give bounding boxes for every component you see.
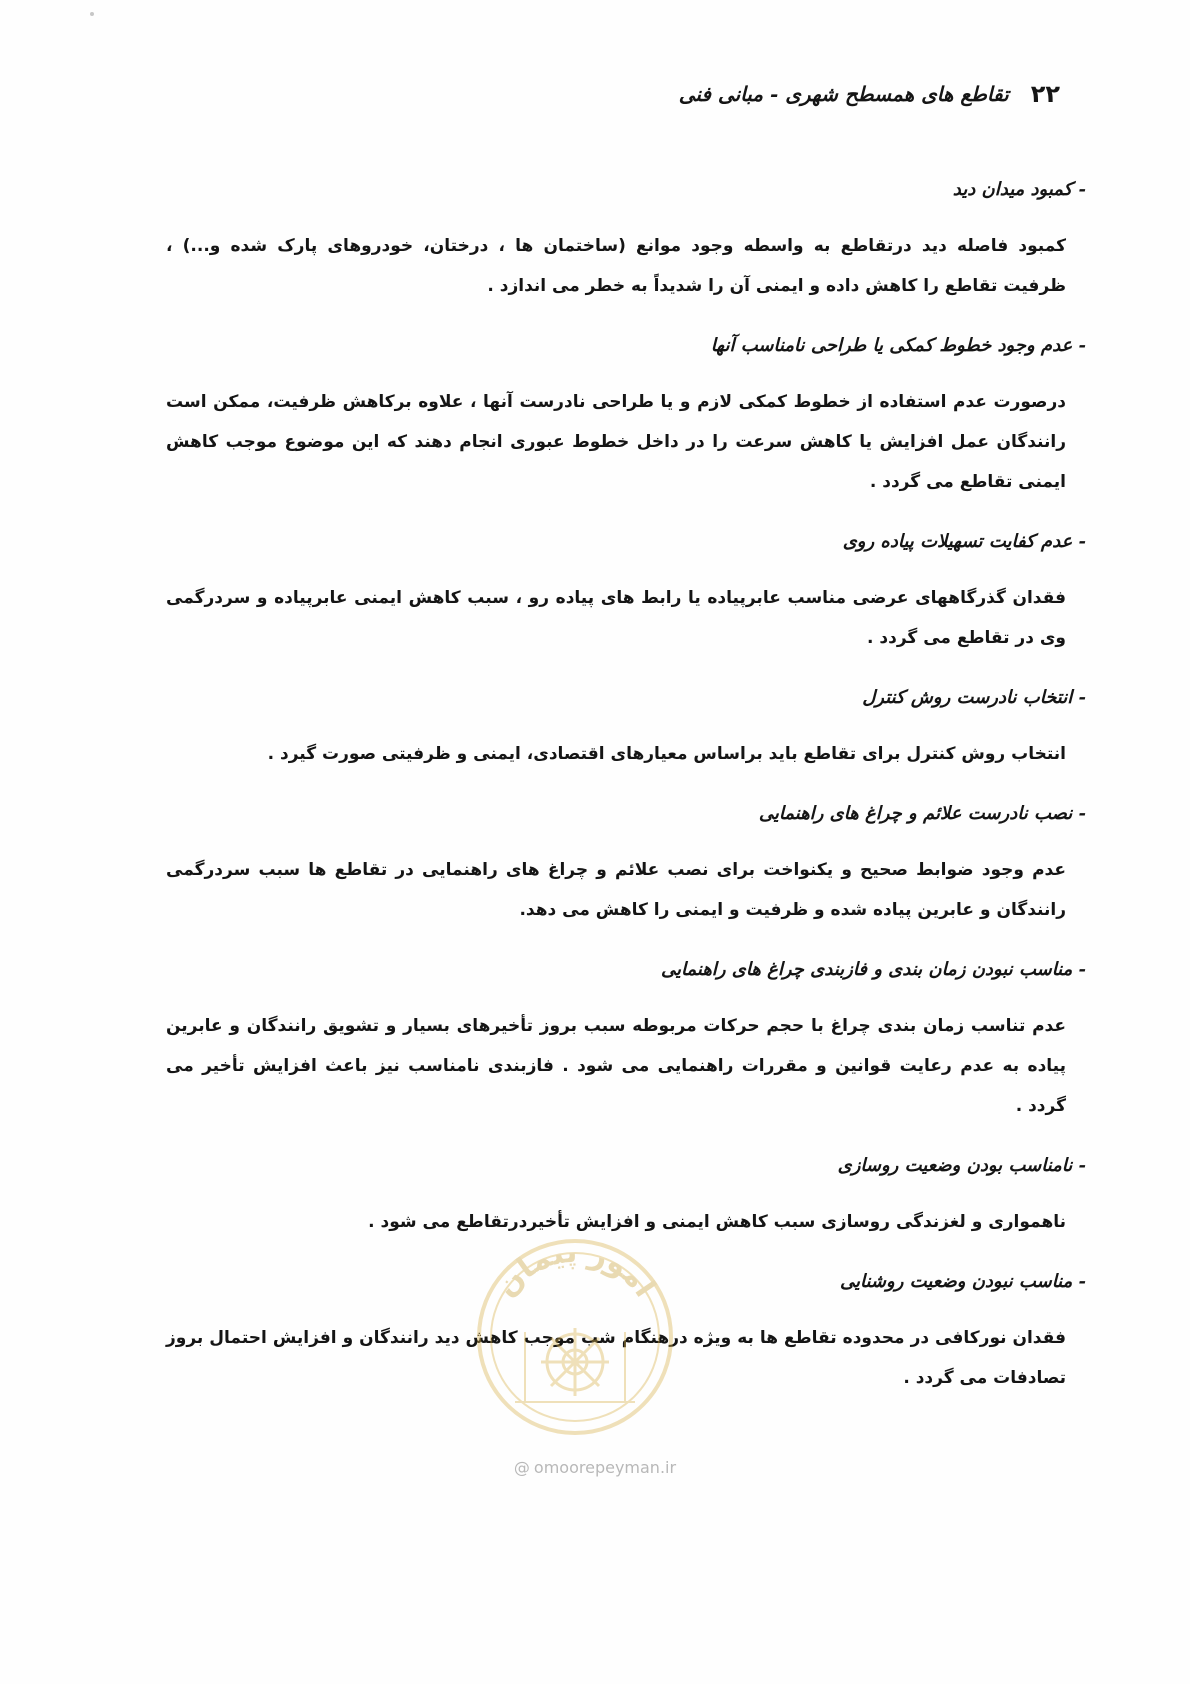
section-signal-timing <box>166 956 1086 1126</box>
section-paragraph: فقدان گذرگاههای عرضی مناسب عابرپیاده یا رابط های پیاده رو ، سبب کاهش ایمنی عابرپیاده و سردرگمی وی در تقاطع می گردد . <box>166 588 1066 648</box>
section-heading: - عدم کفایت تسهیلات پیاده روی <box>842 531 1086 552</box>
section-heading: - انتخاب نادرست روش کنترل <box>862 687 1086 708</box>
section-heading: - مناسب نبودن وضعیت روشنایی <box>840 1271 1086 1292</box>
section-signs-signals <box>166 800 1086 930</box>
section-paragraph: انتخاب روش کنترل برای تقاطع باید براساس معیارهای اقتصادی، ایمنی و ظرفیتی صورت گیرد . <box>267 744 1066 764</box>
section-heading: - نصب نادرست علائم و چراغ های راهنمایی <box>758 803 1086 824</box>
page-content <box>166 176 1086 1424</box>
section-paragraph: درصورت عدم استفاده از خطوط کمکی لازم و یا طراحی نادرست آنها ، علاوه برکاهش ظرفیت، ممکن است رانندگان عمل افزایش یا کاهش سرعت را در داخل خطوط عبوری انجام دهند که این موضوع موجب کاهش ایمنی تقاطع می گردد . <box>166 392 1066 492</box>
at-sign-icon: @ <box>513 1458 530 1477</box>
section-heading: - مناسب نبودن زمان بندی و فازبندی چراغ های راهنمایی <box>660 959 1086 980</box>
section-paragraph: ناهمواری و لغزندگی روسازی سبب کاهش ایمنی و افزایش تأخیردرتقاطع می شود . <box>368 1212 1066 1232</box>
section-heading: - کمبود میدان دید <box>952 179 1086 200</box>
section-heading: - عدم وجود خطوط کمکی یا طراحی نامناسب آنها <box>710 335 1086 356</box>
section-pavement <box>166 1152 1086 1242</box>
running-title: تقاطع های همسطح شهری - مبانی فنی <box>678 82 1009 106</box>
section-pedestrian-facilities <box>166 528 1086 658</box>
section-control-method <box>166 684 1086 774</box>
section-paragraph: کمبود فاصله دید درتقاطع به واسطه وجود موانع (ساختمان ها ، درختان، خودروهای پارک شده و...) ، ظرفیت تقاطع را کاهش داده و ایمنی آن را شدیداً به خطر می اندازد . <box>166 236 1066 296</box>
svg-text:امور پیمان: امور پیمان <box>488 1234 663 1304</box>
section-paragraph: عدم تناسب زمان بندی چراغ با حجم حرکات مربوطه سبب بروز تأخیرهای بسیار و تشویق رانندگان و عابرین پیاده به عدم رعایت قوانین و مقررات راهنمایی می شود . فازبندی نامناسب نیز باعث افزایش تأخیر می گردد . <box>166 1016 1066 1116</box>
watermark-url-text: omoorepeyman.ir <box>533 1458 677 1477</box>
page-number: ۲۲ <box>1030 80 1060 108</box>
section-auxiliary-lanes <box>166 332 1086 502</box>
watermark-url <box>0 1458 1190 1477</box>
section-lighting <box>166 1268 1086 1398</box>
page-header <box>600 74 1060 114</box>
section-heading: - نامناسب بودن وضعیت روسازی <box>837 1155 1086 1176</box>
section-paragraph: فقدان نورکافی در محدوده تقاطع ها به ویژه درهنگام شب موجب کاهش دید رانندگان و افزایش احتمال بروز تصادفات می گردد . <box>166 1328 1066 1388</box>
section-sight-distance <box>166 176 1086 306</box>
scan-speck <box>90 12 94 16</box>
section-paragraph: عدم وجود ضوابط صحیح و یکنواخت برای نصب علائم و چراغ های راهنمایی در تقاطع ها سبب سردرگمی رانندگان و عابرین پیاده شده و ظرفیت و ایمنی را کاهش می دهد. <box>166 860 1066 920</box>
